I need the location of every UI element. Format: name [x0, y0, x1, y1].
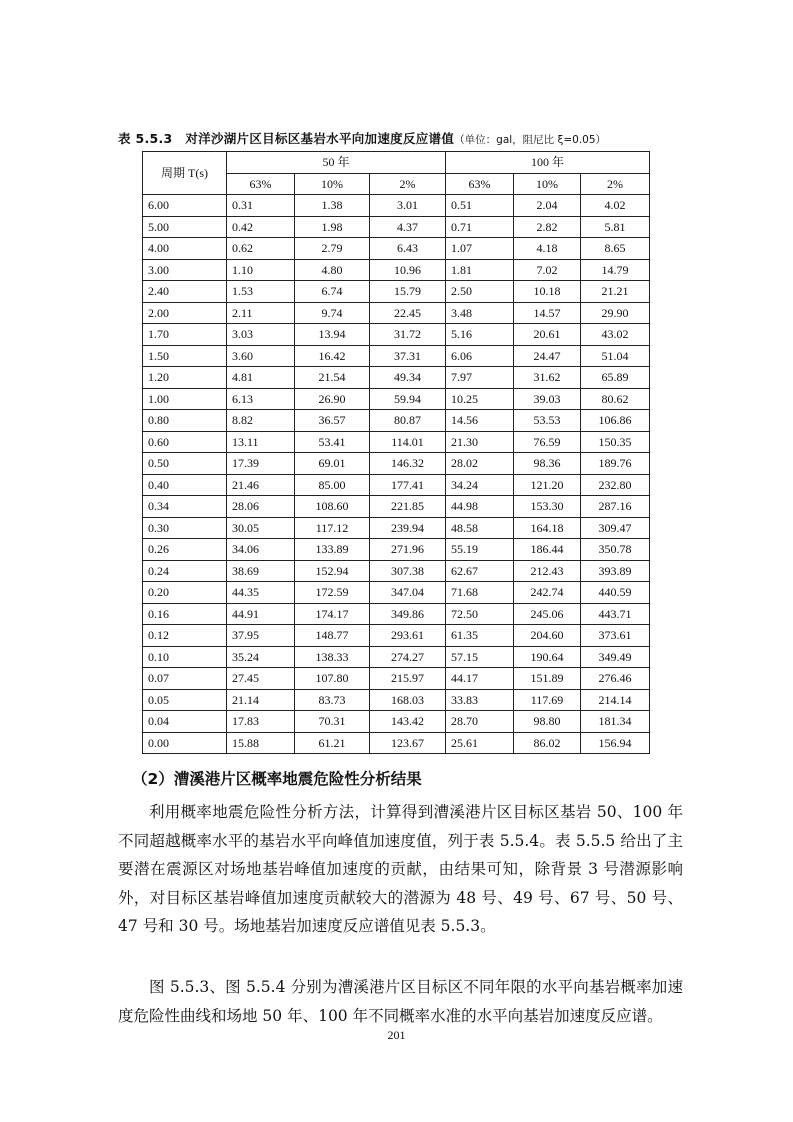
value-cell: 14.57 [514, 302, 581, 324]
value-cell: 28.06 [227, 496, 295, 518]
value-cell: 0.51 [446, 195, 514, 217]
value-cell: 0.31 [227, 195, 295, 217]
period-cell: 0.16 [143, 603, 227, 625]
value-cell: 1.07 [446, 238, 514, 260]
value-cell: 349.49 [581, 646, 650, 668]
value-cell: 172.59 [295, 582, 370, 604]
value-cell: 25.61 [446, 732, 514, 754]
value-cell: 2.11 [227, 302, 295, 324]
table-row [143, 603, 650, 625]
period-cell: 0.30 [143, 517, 227, 539]
value-cell: 21.21 [581, 281, 650, 303]
page-number: 201 [387, 1028, 406, 1042]
value-cell: 8.82 [227, 410, 295, 432]
table-row [143, 689, 650, 711]
value-cell: 48.58 [446, 517, 514, 539]
value-cell: 49.34 [370, 367, 446, 389]
table-row [143, 281, 650, 303]
table-row [143, 668, 650, 690]
value-cell: 71.68 [446, 582, 514, 604]
probability-header: 63% [227, 173, 295, 195]
period-cell: 0.50 [143, 453, 227, 475]
value-cell: 307.38 [370, 560, 446, 582]
table-caption-title: 表 5.5.3 对洋沙湖片区目标区基岩水平向加速度反应谱值 [118, 131, 455, 146]
value-cell: 9.74 [295, 302, 370, 324]
period-cell: 0.10 [143, 646, 227, 668]
period-cell: 0.07 [143, 668, 227, 690]
value-cell: 4.80 [295, 259, 370, 281]
value-cell: 168.03 [370, 689, 446, 711]
value-cell: 2.04 [514, 195, 581, 217]
period-cell: 6.00 [143, 195, 227, 217]
value-cell: 214.14 [581, 689, 650, 711]
table-row [143, 711, 650, 733]
response-spectrum-table [142, 151, 650, 754]
value-cell: 6.74 [295, 281, 370, 303]
period-cell: 0.12 [143, 625, 227, 647]
value-cell: 83.73 [295, 689, 370, 711]
value-cell: 150.35 [581, 431, 650, 453]
value-cell: 232.80 [581, 474, 650, 496]
value-cell: 53.41 [295, 431, 370, 453]
value-cell: 21.54 [295, 367, 370, 389]
value-cell: 108.60 [295, 496, 370, 518]
value-cell: 143.42 [370, 711, 446, 733]
value-cell: 349.86 [370, 603, 446, 625]
value-cell: 17.39 [227, 453, 295, 475]
group-header-50-years: 50 年 [227, 152, 446, 174]
table-row [143, 474, 650, 496]
value-cell: 65.89 [581, 367, 650, 389]
probability-header: 10% [295, 173, 370, 195]
value-cell: 0.71 [446, 216, 514, 238]
value-cell: 98.36 [514, 453, 581, 475]
period-cell: 0.20 [143, 582, 227, 604]
value-cell: 29.90 [581, 302, 650, 324]
value-cell: 8.65 [581, 238, 650, 260]
value-cell: 152.94 [295, 560, 370, 582]
period-cell: 0.34 [143, 496, 227, 518]
period-cell: 2.00 [143, 302, 227, 324]
value-cell: 13.11 [227, 431, 295, 453]
value-cell: 38.69 [227, 560, 295, 582]
period-cell: 0.26 [143, 539, 227, 561]
value-cell: 14.79 [581, 259, 650, 281]
value-cell: 61.35 [446, 625, 514, 647]
value-cell: 212.43 [514, 560, 581, 582]
value-cell: 3.03 [227, 324, 295, 346]
value-cell: 14.56 [446, 410, 514, 432]
section-heading: （2）漕溪港片区概率地震危险性分析结果 [132, 770, 422, 788]
table-row [143, 367, 650, 389]
period-cell: 3.00 [143, 259, 227, 281]
table-row [143, 238, 650, 260]
value-cell: 33.83 [446, 689, 514, 711]
value-cell: 5.16 [446, 324, 514, 346]
value-cell: 80.87 [370, 410, 446, 432]
value-cell: 3.01 [370, 195, 446, 217]
table-row [143, 453, 650, 475]
value-cell: 6.13 [227, 388, 295, 410]
value-cell: 190.64 [514, 646, 581, 668]
probability-header: 10% [514, 173, 581, 195]
period-cell: 1.20 [143, 367, 227, 389]
value-cell: 287.16 [581, 496, 650, 518]
value-cell: 2.79 [295, 238, 370, 260]
value-cell: 245.06 [514, 603, 581, 625]
period-cell: 1.50 [143, 345, 227, 367]
value-cell: 34.24 [446, 474, 514, 496]
table-body [143, 195, 650, 754]
value-cell: 221.85 [370, 496, 446, 518]
value-cell: 7.02 [514, 259, 581, 281]
value-cell: 20.61 [514, 324, 581, 346]
value-cell: 26.90 [295, 388, 370, 410]
period-cell: 4.00 [143, 238, 227, 260]
value-cell: 174.17 [295, 603, 370, 625]
table-caption-note: （单位：gal，阻尼比 ξ=0.05） [454, 134, 607, 146]
value-cell: 44.35 [227, 582, 295, 604]
period-cell: 0.24 [143, 560, 227, 582]
table-row [143, 410, 650, 432]
body-paragraph-1: 利用概率地震危险性分析方法，计算得到漕溪港片区目标区基岩 50、100 年不同超越概率水平的基岩水平向峰值加速度值，列于表 5.5.4。表 5.5.5 给出了主要潜在震源区对场地基岩峰值加速度的贡献，由结果可知，除背景 3 号潜源影响外，对目标区基岩峰值加速度贡献较大的潜源为 48 号、49 号、67 号、50 号、47 号和 30 号。场地基岩加速度反应谱值见表 5.5.3。 [118, 803, 683, 936]
value-cell: 293.61 [370, 625, 446, 647]
value-cell: 146.32 [370, 453, 446, 475]
value-cell: 43.02 [581, 324, 650, 346]
period-cell: 2.40 [143, 281, 227, 303]
value-cell: 164.18 [514, 517, 581, 539]
table-header-row [143, 152, 650, 174]
value-cell: 10.25 [446, 388, 514, 410]
value-cell: 35.24 [227, 646, 295, 668]
table-row [143, 195, 650, 217]
value-cell: 148.77 [295, 625, 370, 647]
value-cell: 1.81 [446, 259, 514, 281]
value-cell: 239.94 [370, 517, 446, 539]
value-cell: 44.17 [446, 668, 514, 690]
value-cell: 123.67 [370, 732, 446, 754]
value-cell: 121.20 [514, 474, 581, 496]
table-row [143, 539, 650, 561]
value-cell: 117.12 [295, 517, 370, 539]
table-row [143, 302, 650, 324]
value-cell: 80.62 [581, 388, 650, 410]
value-cell: 10.96 [370, 259, 446, 281]
value-cell: 44.98 [446, 496, 514, 518]
value-cell: 76.59 [514, 431, 581, 453]
table-row [143, 625, 650, 647]
table-row [143, 496, 650, 518]
value-cell: 309.47 [581, 517, 650, 539]
value-cell: 153.30 [514, 496, 581, 518]
value-cell: 17.83 [227, 711, 295, 733]
value-cell: 274.27 [370, 646, 446, 668]
table-row [143, 216, 650, 238]
value-cell: 276.46 [581, 668, 650, 690]
value-cell: 22.45 [370, 302, 446, 324]
table-row [143, 582, 650, 604]
value-cell: 177.41 [370, 474, 446, 496]
value-cell: 271.96 [370, 539, 446, 561]
value-cell: 393.89 [581, 560, 650, 582]
value-cell: 3.48 [446, 302, 514, 324]
value-cell: 55.19 [446, 539, 514, 561]
value-cell: 347.04 [370, 582, 446, 604]
value-cell: 1.53 [227, 281, 295, 303]
value-cell: 39.03 [514, 388, 581, 410]
value-cell: 0.42 [227, 216, 295, 238]
table-row [143, 431, 650, 453]
value-cell: 13.94 [295, 324, 370, 346]
value-cell: 69.01 [295, 453, 370, 475]
value-cell: 156.94 [581, 732, 650, 754]
value-cell: 4.81 [227, 367, 295, 389]
value-cell: 373.61 [581, 625, 650, 647]
table-row [143, 388, 650, 410]
value-cell: 15.79 [370, 281, 446, 303]
period-cell: 1.70 [143, 324, 227, 346]
value-cell: 114.01 [370, 431, 446, 453]
value-cell: 7.97 [446, 367, 514, 389]
value-cell: 4.02 [581, 195, 650, 217]
period-cell: 0.04 [143, 711, 227, 733]
period-cell: 0.00 [143, 732, 227, 754]
period-cell: 0.05 [143, 689, 227, 711]
value-cell: 37.31 [370, 345, 446, 367]
table-row [143, 732, 650, 754]
value-cell: 215.97 [370, 668, 446, 690]
value-cell: 5.81 [581, 216, 650, 238]
value-cell: 34.06 [227, 539, 295, 561]
value-cell: 27.45 [227, 668, 295, 690]
value-cell: 6.43 [370, 238, 446, 260]
value-cell: 21.46 [227, 474, 295, 496]
value-cell: 24.47 [514, 345, 581, 367]
body-paragraph-2: 图 5.5.3、图 5.5.4 分别为漕溪港片区目标区不同年限的水平向基岩概率加速度危险性曲线和场地 50 年、100 年不同概率水准的水平向基岩加速度反应谱。 [118, 978, 683, 1025]
probability-header: 2% [370, 173, 446, 195]
value-cell: 117.69 [514, 689, 581, 711]
value-cell: 86.02 [514, 732, 581, 754]
value-cell: 1.10 [227, 259, 295, 281]
table-row [143, 646, 650, 668]
value-cell: 59.94 [370, 388, 446, 410]
period-cell: 0.80 [143, 410, 227, 432]
value-cell: 61.21 [295, 732, 370, 754]
value-cell: 133.89 [295, 539, 370, 561]
value-cell: 6.06 [446, 345, 514, 367]
value-cell: 21.30 [446, 431, 514, 453]
value-cell: 72.50 [446, 603, 514, 625]
value-cell: 15.88 [227, 732, 295, 754]
value-cell: 28.02 [446, 453, 514, 475]
probability-header: 2% [581, 173, 650, 195]
period-column-header: 周期 T(s) [143, 152, 227, 195]
value-cell: 44.91 [227, 603, 295, 625]
value-cell: 106.86 [581, 410, 650, 432]
table-row [143, 560, 650, 582]
period-cell: 0.40 [143, 474, 227, 496]
value-cell: 36.57 [295, 410, 370, 432]
value-cell: 16.42 [295, 345, 370, 367]
value-cell: 53.53 [514, 410, 581, 432]
value-cell: 37.95 [227, 625, 295, 647]
value-cell: 28.70 [446, 711, 514, 733]
table-row [143, 259, 650, 281]
value-cell: 440.59 [581, 582, 650, 604]
value-cell: 51.04 [581, 345, 650, 367]
value-cell: 204.60 [514, 625, 581, 647]
value-cell: 31.72 [370, 324, 446, 346]
period-cell: 0.60 [143, 431, 227, 453]
value-cell: 4.18 [514, 238, 581, 260]
value-cell: 189.76 [581, 453, 650, 475]
value-cell: 1.98 [295, 216, 370, 238]
value-cell: 85.00 [295, 474, 370, 496]
period-cell: 5.00 [143, 216, 227, 238]
value-cell: 70.31 [295, 711, 370, 733]
value-cell: 98.80 [514, 711, 581, 733]
value-cell: 3.60 [227, 345, 295, 367]
value-cell: 242.74 [514, 582, 581, 604]
value-cell: 350.78 [581, 539, 650, 561]
value-cell: 2.82 [514, 216, 581, 238]
value-cell: 151.89 [514, 668, 581, 690]
value-cell: 181.34 [581, 711, 650, 733]
value-cell: 2.50 [446, 281, 514, 303]
value-cell: 30.05 [227, 517, 295, 539]
value-cell: 138.33 [295, 646, 370, 668]
probability-header: 63% [446, 173, 514, 195]
value-cell: 10.18 [514, 281, 581, 303]
value-cell: 107.80 [295, 668, 370, 690]
value-cell: 4.37 [370, 216, 446, 238]
value-cell: 186.44 [514, 539, 581, 561]
value-cell: 0.62 [227, 238, 295, 260]
table-row [143, 517, 650, 539]
value-cell: 62.67 [446, 560, 514, 582]
table-caption [118, 129, 678, 147]
value-cell: 57.15 [446, 646, 514, 668]
group-header-100-years: 100 年 [446, 152, 650, 174]
value-cell: 21.14 [227, 689, 295, 711]
table-row [143, 324, 650, 346]
value-cell: 31.62 [514, 367, 581, 389]
period-cell: 1.00 [143, 388, 227, 410]
value-cell: 1.38 [295, 195, 370, 217]
table-row [143, 345, 650, 367]
value-cell: 443.71 [581, 603, 650, 625]
